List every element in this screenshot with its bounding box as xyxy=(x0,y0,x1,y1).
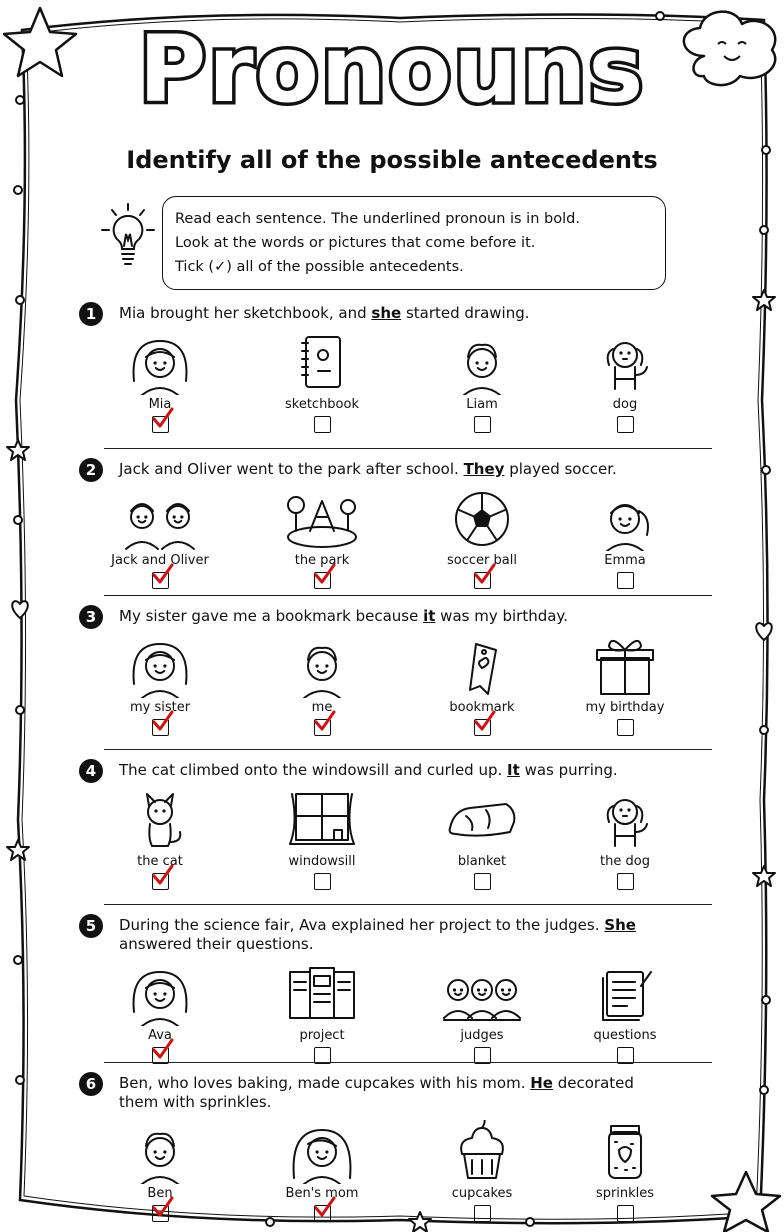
antecedent-option xyxy=(422,487,542,589)
page-title: Pronouns xyxy=(138,16,646,123)
antecedent-option xyxy=(262,1120,382,1222)
boy-icon xyxy=(282,634,362,698)
antecedent-option xyxy=(262,962,382,1064)
option-label: Emma xyxy=(604,553,646,568)
sentence-text: Ben, who loves baking, made cupcakes with his mom. xyxy=(119,1074,531,1092)
antecedent-option xyxy=(100,331,220,433)
option-label: cupcakes xyxy=(451,1186,513,1201)
option-checkbox[interactable] xyxy=(617,1205,634,1222)
two-boys-icon xyxy=(120,487,200,551)
question-number: 5 xyxy=(79,914,103,938)
cat-icon xyxy=(120,788,200,852)
antecedent-option xyxy=(262,331,382,433)
question-sentence xyxy=(119,607,659,626)
option-label: Ben's mom xyxy=(285,1186,359,1201)
antecedent-option xyxy=(100,1120,220,1222)
sentence-text: decorated them with sprinkles. xyxy=(119,1074,634,1111)
sentence-text: During the science fair, Ava explained her project to the judges. xyxy=(119,916,605,934)
option-checkbox[interactable] xyxy=(474,873,491,890)
soccer-ball-icon xyxy=(442,487,522,551)
option-label: sketchbook xyxy=(284,397,359,412)
option-label: bookmark xyxy=(449,700,515,715)
option-label: questions xyxy=(593,1028,657,1043)
antecedent-option xyxy=(565,1120,685,1222)
antecedent-option xyxy=(100,487,220,589)
option-label: the dog xyxy=(600,854,650,869)
sentence-text: The cat climbed onto the windowsill and curled up. xyxy=(119,761,508,779)
instructions-box xyxy=(162,196,666,290)
question-divider xyxy=(104,448,712,449)
instruction-line: Tick (✓) all of the possible antecedents. xyxy=(175,259,464,275)
option-checkbox[interactable] xyxy=(474,719,491,736)
option-checkbox[interactable] xyxy=(152,873,169,890)
sentence-text: Jack and Oliver went to the park after school. xyxy=(119,460,464,478)
option-checkbox[interactable] xyxy=(314,1205,331,1222)
option-checkbox[interactable] xyxy=(474,416,491,433)
sentence-text: was purring. xyxy=(519,761,618,779)
option-checkbox[interactable] xyxy=(617,873,634,890)
girl-ponytail-icon xyxy=(585,487,665,551)
question-number: 3 xyxy=(79,605,103,629)
question-number: 1 xyxy=(79,302,103,326)
option-checkbox[interactable] xyxy=(474,1205,491,1222)
option-label: judges xyxy=(460,1028,504,1043)
dog-icon xyxy=(585,788,665,852)
sentence-text: My sister gave me a bookmark because xyxy=(119,607,424,625)
pronoun: He xyxy=(530,1074,553,1092)
antecedent-option xyxy=(422,1120,542,1222)
question-divider xyxy=(104,749,712,750)
judges-icon xyxy=(442,962,522,1026)
park-icon xyxy=(282,487,362,551)
option-label: Mia xyxy=(148,397,172,412)
bookmark-icon xyxy=(442,634,522,698)
antecedent-option xyxy=(100,962,220,1064)
question-sentence xyxy=(119,916,659,954)
antecedent-option xyxy=(262,487,382,589)
sentence-text: played soccer. xyxy=(504,460,617,478)
antecedent-option xyxy=(100,634,220,736)
question-divider xyxy=(104,904,712,905)
option-label: the park xyxy=(294,553,350,568)
option-checkbox[interactable] xyxy=(314,572,331,589)
pronoun: it xyxy=(423,607,436,625)
woman-icon xyxy=(282,1120,362,1184)
papers-icon xyxy=(585,962,665,1026)
antecedent-option xyxy=(262,788,382,890)
option-checkbox[interactable] xyxy=(152,719,169,736)
antecedent-option xyxy=(565,331,685,433)
question-number: 2 xyxy=(79,458,103,482)
question-sentence xyxy=(119,761,659,780)
question-sentence xyxy=(119,1074,659,1112)
option-checkbox[interactable] xyxy=(152,572,169,589)
option-label: Jack and Oliver xyxy=(111,553,209,568)
option-label: my sister xyxy=(129,700,191,715)
option-label: blanket xyxy=(457,854,507,869)
option-checkbox[interactable] xyxy=(617,572,634,589)
sentence-text: was my birthday. xyxy=(435,607,568,625)
option-label: windowsill xyxy=(288,854,356,869)
option-label: the cat xyxy=(137,854,183,869)
question-divider xyxy=(104,595,712,596)
question-number: 4 xyxy=(79,759,103,783)
option-label: me xyxy=(311,700,333,715)
option-checkbox[interactable] xyxy=(617,416,634,433)
boy-icon xyxy=(442,331,522,395)
jar-icon xyxy=(585,1120,665,1184)
pronoun: She xyxy=(604,916,636,934)
instruction-line: Read each sentence. The underlined pronoun is in bold. xyxy=(175,211,580,227)
antecedent-option xyxy=(100,788,220,890)
sentence-text: Mia brought her sketchbook, and xyxy=(119,304,372,322)
gift-icon xyxy=(585,634,665,698)
antecedent-option xyxy=(422,962,542,1064)
instruction-line: Look at the words or pictures that come before it. xyxy=(175,235,536,251)
project-board-icon xyxy=(282,962,362,1026)
page-subtitle: Identify all of the possible antecedents xyxy=(126,146,658,174)
lightbulb-icon xyxy=(98,202,158,282)
option-checkbox[interactable] xyxy=(314,416,331,433)
option-label: Ava xyxy=(148,1028,172,1043)
pronoun: she xyxy=(371,304,402,322)
option-label: project xyxy=(299,1028,345,1043)
option-label: Liam xyxy=(466,397,498,412)
girl-icon xyxy=(120,962,200,1026)
antecedent-option xyxy=(422,331,542,433)
antecedent-option xyxy=(262,634,382,736)
sentence-text: started drawing. xyxy=(401,304,530,322)
blanket-icon xyxy=(442,788,522,852)
antecedent-option xyxy=(422,634,542,736)
dog-icon xyxy=(585,331,665,395)
antecedent-option xyxy=(565,634,685,736)
option-checkbox[interactable] xyxy=(314,719,331,736)
cupcake-icon xyxy=(442,1120,522,1184)
antecedent-option xyxy=(565,962,685,1064)
sentence-text: answered their questions. xyxy=(119,935,314,953)
question-sentence xyxy=(119,304,659,323)
option-checkbox[interactable] xyxy=(314,873,331,890)
window-icon xyxy=(282,788,362,852)
pronoun: They xyxy=(463,460,505,478)
option-label: soccer ball xyxy=(447,553,517,568)
antecedent-option xyxy=(565,788,685,890)
question-divider xyxy=(104,1062,712,1063)
option-label: sprinkles xyxy=(595,1186,655,1201)
option-checkbox[interactable] xyxy=(617,719,634,736)
option-checkbox[interactable] xyxy=(152,416,169,433)
boy-icon xyxy=(120,1120,200,1184)
option-checkbox[interactable] xyxy=(474,572,491,589)
option-label: my birthday xyxy=(585,700,665,715)
option-label: Ben xyxy=(147,1186,173,1201)
antecedent-option xyxy=(565,487,685,589)
question-sentence xyxy=(119,460,659,479)
antecedent-option xyxy=(422,788,542,890)
girl-icon xyxy=(120,634,200,698)
pronoun: It xyxy=(507,761,520,779)
question-number: 6 xyxy=(79,1072,103,1096)
option-checkbox[interactable] xyxy=(152,1205,169,1222)
option-label: dog xyxy=(612,397,638,412)
sketchbook-icon xyxy=(282,331,362,395)
girl-icon xyxy=(120,331,200,395)
